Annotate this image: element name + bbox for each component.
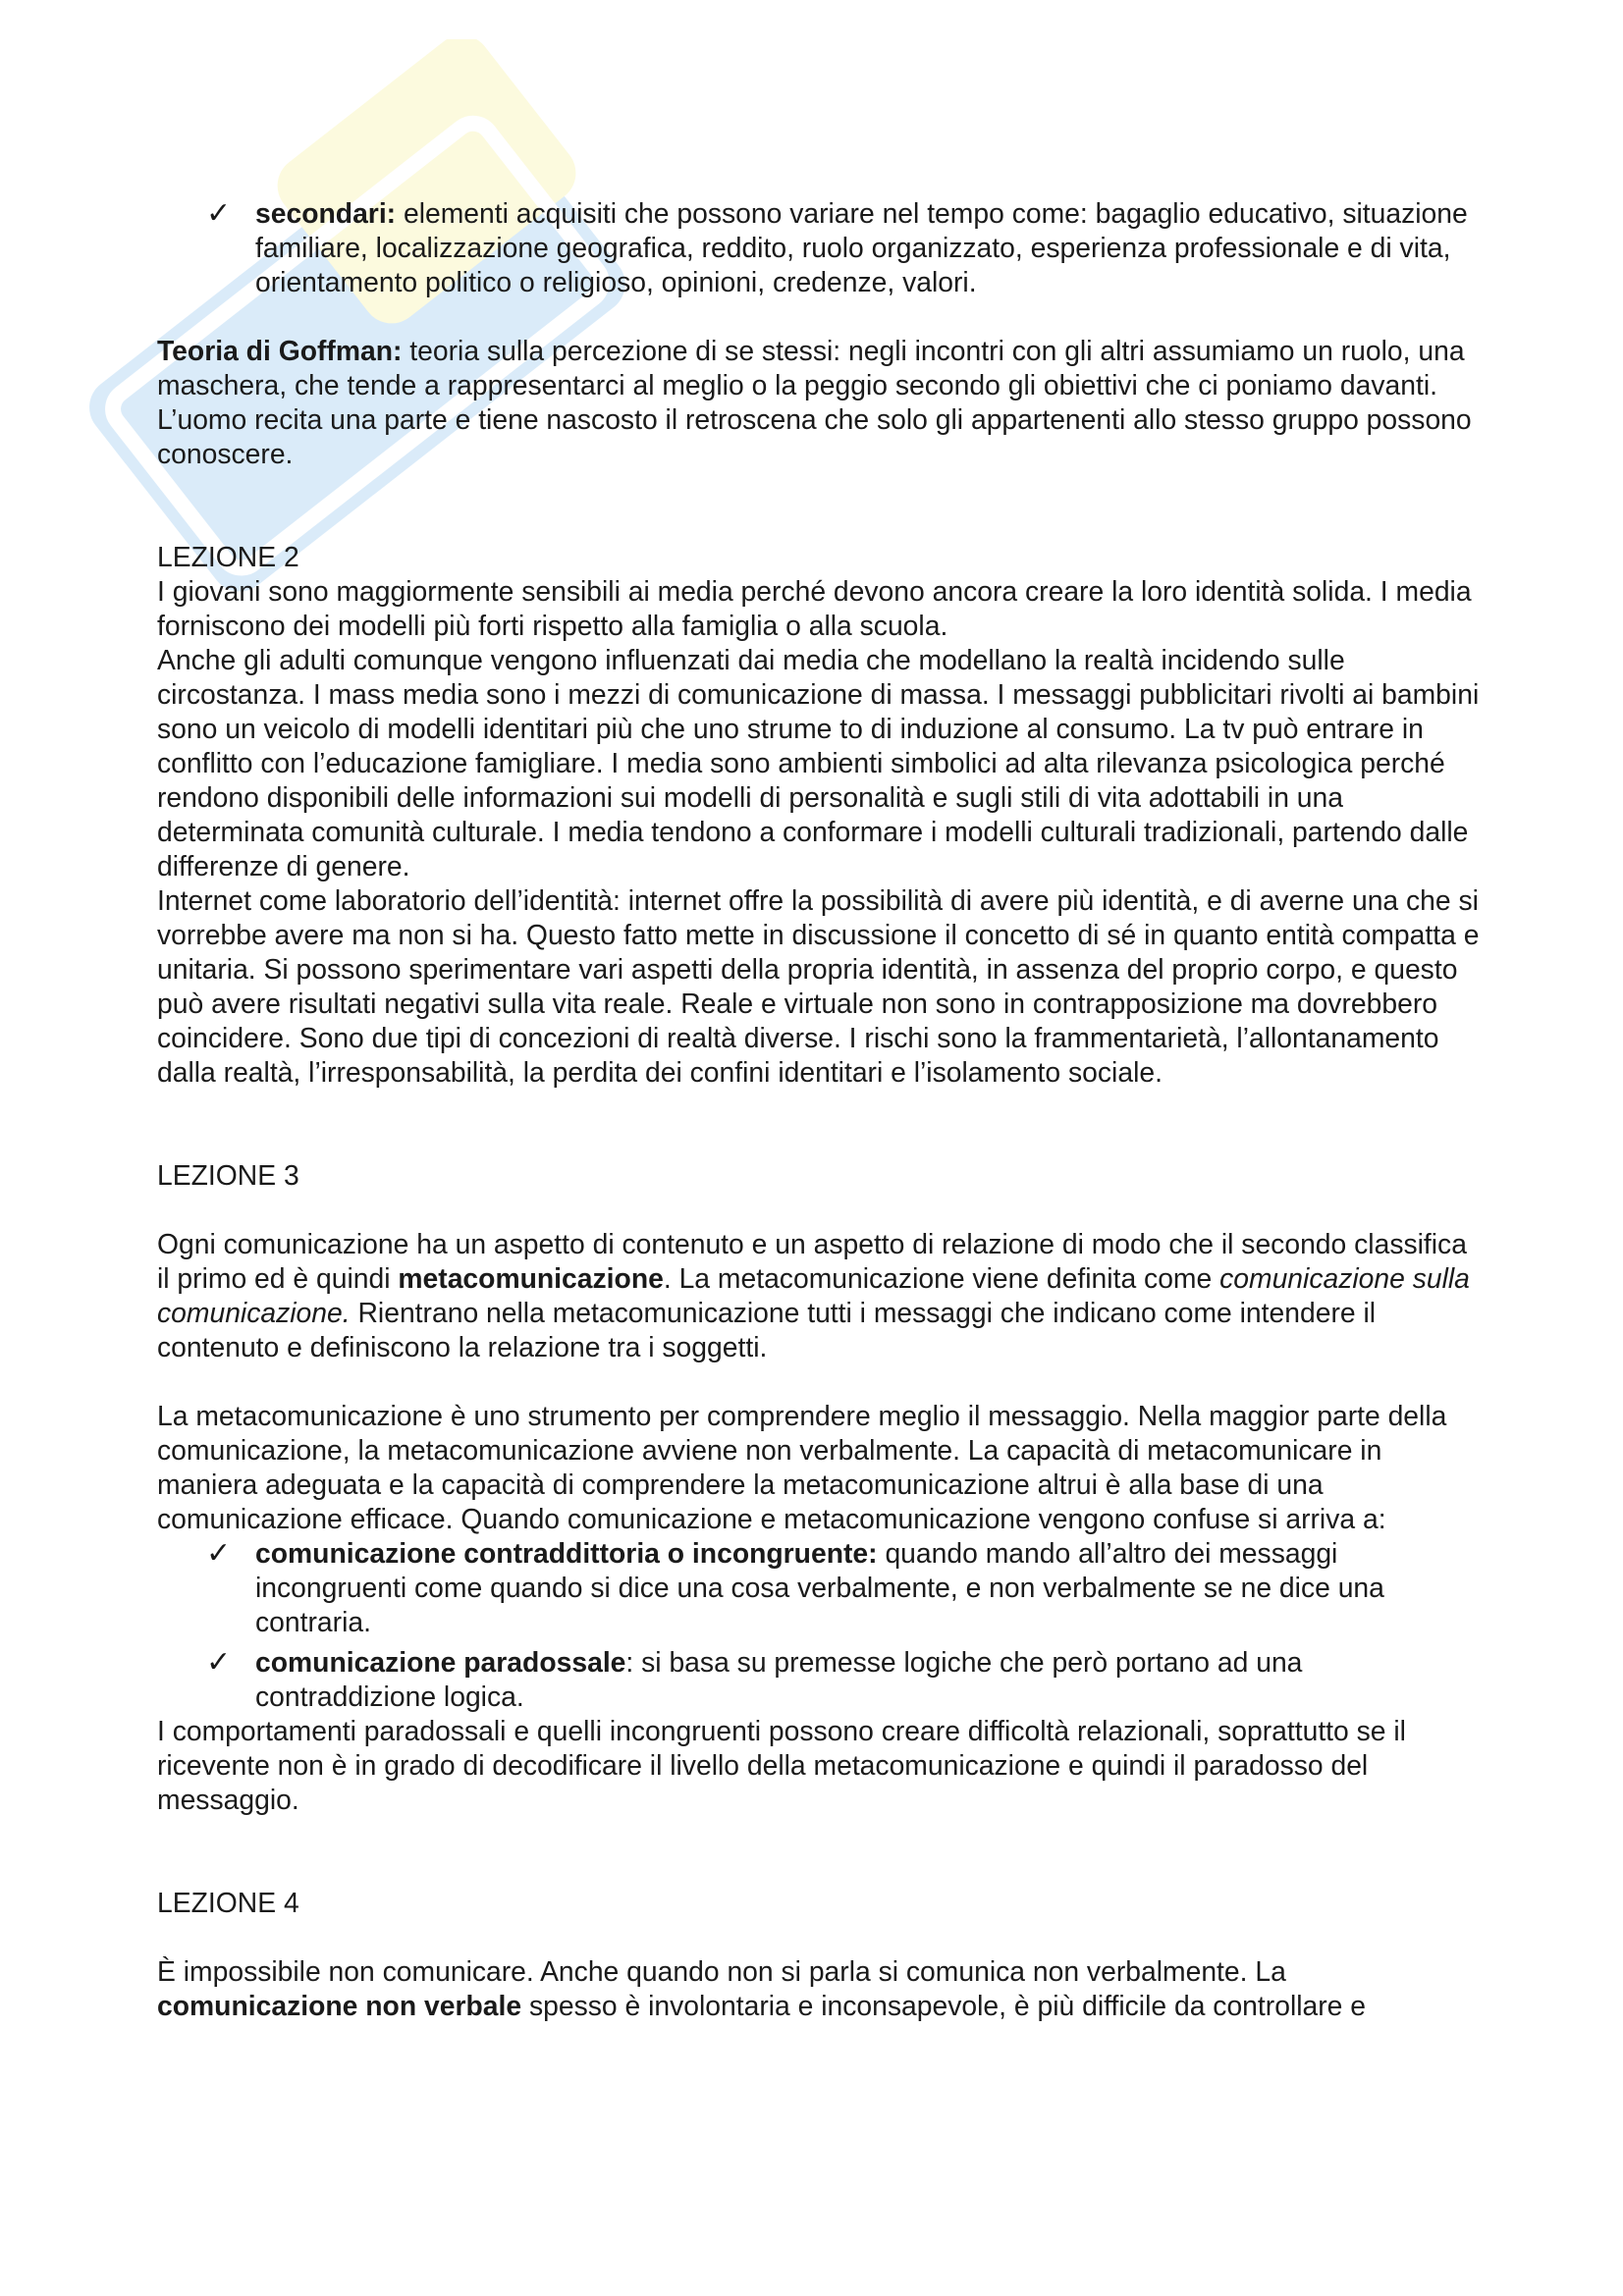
lezione-2-paragraph-2: Anche gli adulti comunque vengono influenzati dai media che modellano la realtà incidendo sulle circostanza. I mass media sono i mezzi di comunicazione di massa. I messaggi pubblicitari rivolti ai bambini sono un veicolo di modelli identitari più che uno strume to di induzione al consumo. La tv può entrare in conflitto con l’educazione famigliare. I media sono ambienti simbolici ad alta rilevanza psicologica perché rendono disponibili delle informazioni sui modelli di personalità e sugli stili di vita adottabili in una determinata comunità culturale. I media tendono a conformare i modelli culturali tradizionali, partendo dalle differenze di genere. xyxy=(157,644,1480,881)
metacomunicazione-term: metacomunicazione xyxy=(398,1262,664,1294)
bullet-text: elementi acquisiti che possono variare nel tempo come: bagaglio educativo, situazione familiare, localizzazione geografica, reddito, ruolo organizzato, esperienza professionale e di vita, orientamento politico o religioso, opinioni, credenze, valori. xyxy=(255,197,1468,297)
list-item xyxy=(157,1645,1483,1714)
lezione-3-paragraph-1 xyxy=(157,1227,1483,1364)
bullet-term: secondari: xyxy=(255,197,397,229)
bullet-text: quando mando all’altro dei messaggi incongruenti come quando si dice una cosa verbalmente, e non verbalmente se ne dice una contraria. xyxy=(255,1537,1384,1637)
bullet-term: comunicazione contraddittoria o incongruente: xyxy=(255,1537,878,1569)
text-run: Rientrano nella metacomunicazione tutti i messaggi che indicano come intendere il contenuto e definiscono la relazione tra i soggetti. xyxy=(157,1297,1377,1362)
list-item xyxy=(157,1536,1483,1639)
document-page xyxy=(157,196,1483,2023)
check-icon: ✓ xyxy=(206,196,232,231)
bullet-text: : si basa su premesse logiche che però portano ad una contraddizione logica. xyxy=(255,1646,1303,1712)
text-run: È impossibile non comunicare. Anche quando non si parla si comunica non verbalmente. La xyxy=(157,1955,1286,1987)
text-run: spesso è involontaria e inconsapevole, è più difficile da controllare e xyxy=(521,1990,1367,2021)
list-item xyxy=(157,196,1483,299)
non-verbal-term: comunicazione non verbale xyxy=(157,1990,522,2021)
bullet-list-lezione-3 xyxy=(157,1536,1483,1714)
check-icon: ✓ xyxy=(206,1645,232,1680)
bullet-term: comunicazione paradossale xyxy=(255,1646,626,1678)
lezione-2-paragraph-1: I giovani sono maggiormente sensibili ai media perché devono ancora creare la loro identità solida. I media forniscono dei modelli più forti rispetto alla famiglia o alla scuola. xyxy=(157,575,1472,641)
goffman-term: Teoria di Goffman: xyxy=(157,335,403,366)
lezione-2-paragraph-3: Internet come laboratorio dell’identità: internet offre la possibilità di avere più identità, e di averne una che si vorrebbe avere ma non si ha. Questo fatto mette in discussione il concetto di sé in quanto entità compatta e unitaria. Si possono sperimentare vari aspetti della propria identità, in assenza del proprio corpo, e questo può avere risultati negativi sulla vita reale. Reale e virtuale non sono in contrapposizione ma dovrebbero coincidere. Sono due tipi di concezioni di realtà diverse. I rischi sono la frammentarietà, l’allontanamento dalla realtà, l’irresponsabilità, la perdita dei confini identitari e l’isolamento sociale. xyxy=(157,884,1480,1088)
lezione-4-heading: LEZIONE 4 xyxy=(157,1887,299,1918)
goffman-text: teoria sulla percezione di se stessi: negli incontri con gli altri assumiamo un ruolo, una maschera, che tende a rappresentarci al meglio o la peggio secondo gli obiettivi che ci poniamo davanti. L’uomo recita una parte e tiene nascosto il retroscena che solo gli appartenenti allo stesso gruppo possono conoscere. xyxy=(157,335,1472,469)
check-icon: ✓ xyxy=(206,1536,232,1571)
text-run: Ogni comunicazione ha un aspetto di contenuto e un aspetto di relazione di modo che il secondo classifica il primo ed è quindi xyxy=(157,1228,1467,1294)
bullet-list-top xyxy=(157,196,1483,299)
goffman-paragraph xyxy=(157,334,1483,471)
lezione-2-heading: LEZIONE 2 xyxy=(157,541,299,572)
lezione-3-paragraph-2: La metacomunicazione è uno strumento per comprendere meglio il messaggio. Nella maggior parte della comunicazione, la metacomunicazione avviene non verbalmente. La capacità di metacomunicare in maniera adeguata e la capacità di comprendere la metacomunicazione altrui è alla base di una comunicazione efficace. Quando comunicazione e metacomunicazione vengono confuse si arriva a: xyxy=(157,1400,1447,1534)
definition-italic: comunicazione sulla comunicazione. xyxy=(157,1262,1470,1328)
lezione-4-paragraph-1 xyxy=(157,1954,1483,2023)
text-run: . La metacomunicazione viene definita come xyxy=(663,1262,1220,1294)
lezione-3-paragraph-3: I comportamenti paradossali e quelli incongruenti possono creare difficoltà relazionali, soprattutto se il ricevente non è in grado di decodificare il livello della metacomunicazione e quindi il paradosso del messaggio. xyxy=(157,1715,1406,1815)
lezione-3-heading: LEZIONE 3 xyxy=(157,1159,299,1191)
